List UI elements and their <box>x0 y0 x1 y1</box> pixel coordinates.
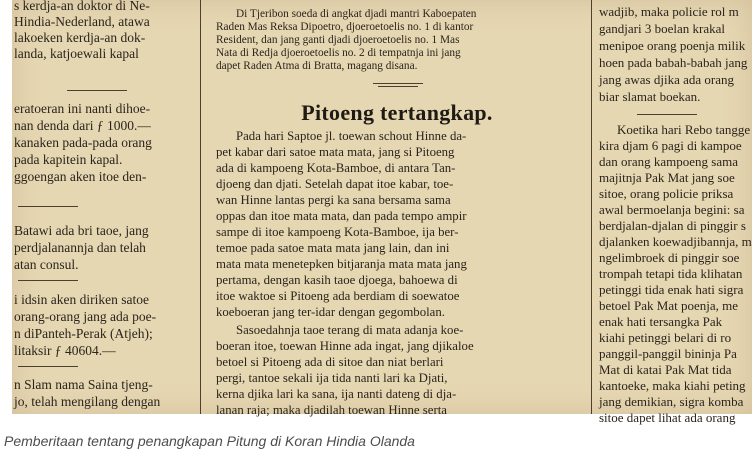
text-line: panggil-panggil bininja Pa <box>599 346 737 361</box>
article-line: mata mata menetepken bitjaranja mata mata jang <box>216 257 467 271</box>
article-line: itoe waktoe si Pitoeng ada berdiam di soewatoe <box>216 289 460 303</box>
divider <box>18 280 78 281</box>
right-column <box>597 0 752 425</box>
text-line: landa, katjoewali kapal <box>14 46 139 61</box>
article-line: Sasoedahnja taoe terang di mata adanja koe- <box>236 323 464 337</box>
text-line: betoel Pak Mat poenja, me <box>599 298 738 313</box>
text-line: enak hati tersangka Pak <box>599 314 723 329</box>
article-line: lanan raja; maka djadilah toewan Hinne serta <box>216 403 447 417</box>
text-line: hoen pada babah-babah jang <box>599 55 748 70</box>
divider <box>18 366 78 367</box>
text-line: perdjalanannja dan telah <box>14 240 146 255</box>
text-line: sitoe, orang policie priksa <box>599 186 734 201</box>
text-line: n Slam nama Saina tjeng- <box>14 377 153 392</box>
text-line: gandjari 3 boelan krakal <box>599 21 725 36</box>
column-rule <box>591 0 592 414</box>
text-line: ggoengan aken itoe den- <box>14 169 147 184</box>
text-line: jang demikian, sigra komba <box>599 394 744 409</box>
article-line: boeran itoe, toewan Hinne ada ingat, jang djikaloe <box>216 339 474 353</box>
divider <box>18 206 78 207</box>
text-line: biar slamat boekan. <box>599 89 701 104</box>
notice-line: Di Tjeribon soeda di angkat djadi mantri Kaboepaten <box>236 8 477 20</box>
text-line: awal bermoelanja begini: sa <box>599 202 745 217</box>
article-line: Pada hari Saptoe jl. toewan schout Hinne da- <box>236 129 467 143</box>
text-line: s kerdja-an doktor di Ne- <box>14 0 150 13</box>
text-line: i idsin aken diriken satoe <box>14 292 149 307</box>
text-line: atan consul. <box>14 257 79 272</box>
text-line: litaksir ƒ 40604.— <box>14 343 116 358</box>
text-line: ngelimbroek di pinggir soe <box>599 250 740 265</box>
article-line: oppas dan itoe mata mata, dan pada tempo ampir <box>216 209 467 223</box>
text-line: kiahi petinggi belari di ro <box>599 330 732 345</box>
text-line: kantoeke, maka kiahi peting <box>599 378 746 393</box>
text-line: Koetika hari Rebo tangge <box>617 122 751 137</box>
text-line: n diPanteh-Perak (Atjeh); <box>14 326 153 341</box>
text-line: menipoe orang poenja milik <box>599 38 746 53</box>
text-line: Hindia-Nederland, atawa <box>14 14 150 29</box>
text-line: dan orang kampoeng sama <box>599 154 738 169</box>
text-line: majitnja Pak Mat jang soe <box>599 170 735 185</box>
text-line: nan denda dari ƒ 1000.— <box>14 118 151 133</box>
text-line: wadjib, maka policie rol m <box>599 4 739 19</box>
divider <box>637 114 697 115</box>
text-line: sitoe dapet lihat ada orang <box>599 410 736 425</box>
text-line: orang-orang jang ada poe- <box>14 309 157 324</box>
image-caption: Pemberitaan tentang penangkapan Pitung di Koran Hindia Olanda <box>4 433 415 449</box>
text-line: pada kapitein kapal. <box>14 152 123 167</box>
text-line: lakoeken kerdja-an dok- <box>14 30 146 45</box>
left-column <box>12 0 195 414</box>
article-line: temoe pada satoe mata mata jang lain, dan ini <box>216 241 450 255</box>
middle-column <box>208 0 586 417</box>
divider <box>378 86 418 87</box>
text-line: jang awas djika ada orang <box>599 72 735 87</box>
article-line: pergi, tantoe sekali ija tida nanti lari ka Djati, <box>216 371 448 385</box>
notice-line: Resident, dan jang ganti djadi djoeroetoelis no. 1 Mas <box>216 34 460 46</box>
text-line: trompah tetapi tida klihatan <box>599 266 743 281</box>
article-line: wan Hinne lantas pergi ka sana bersama sama <box>216 193 451 207</box>
divider <box>373 83 423 84</box>
article-line: pertama, dengan kasih taoe djoega, bahoewa di <box>216 273 458 287</box>
text-line: Batawi ada bri taoe, jang <box>14 223 149 238</box>
text-line: eratoeran ini nanti dihoe- <box>14 101 151 116</box>
article-line: pet kabar dari satoe mata mata, jang si Pitoeng <box>216 145 455 159</box>
article-line: betoel si Pitoeng ada di sitoe dan niat berlari <box>216 355 444 369</box>
divider <box>67 90 127 91</box>
article-line: koeboeran jang ter-idar dengan gegombolan. <box>216 305 445 319</box>
column-rule <box>200 0 201 414</box>
text-line: djalanken koewadjibannja, m <box>599 234 752 249</box>
article-line: ada di kampoeng Kota-Bamboe, di antara Tan- <box>216 161 456 175</box>
article-headline: Pitoeng tertangkap. <box>301 100 493 125</box>
newspaper-clipping-image <box>12 0 752 425</box>
text-line: jo, telah mengilang dengan <box>14 394 161 409</box>
text-line: kira djam 6 pagi di kampoe <box>599 138 742 153</box>
text-line: berdjalan-djalan di pinggir s <box>599 218 746 233</box>
article-line: djoeng dan djati. Setelah dapat itoe kabar, toe- <box>216 177 454 191</box>
text-line: petinggi tida enak hati sigra <box>599 282 744 297</box>
text-line: Mat di katai Pak Mat tida <box>599 362 732 377</box>
notice-line: Raden Mas Reksa Dipoetro, djoeroetoelis no. 1 di kantor <box>216 21 474 33</box>
notice-line: dapet Raden Atma di Bratta, magang disana. <box>216 60 418 72</box>
article-line: sampe di itoe kampoeng Kota-Bamboe, ija ber- <box>216 225 459 239</box>
article-line: kerna djika lari ka sana, ija nanti dateng di dja- <box>216 387 457 401</box>
notice-line: Nata di Redja djoeroetoelis no. 2 di tempatnja ini jang <box>216 47 461 59</box>
text-line: kanaken pada-pada orang <box>14 135 152 150</box>
